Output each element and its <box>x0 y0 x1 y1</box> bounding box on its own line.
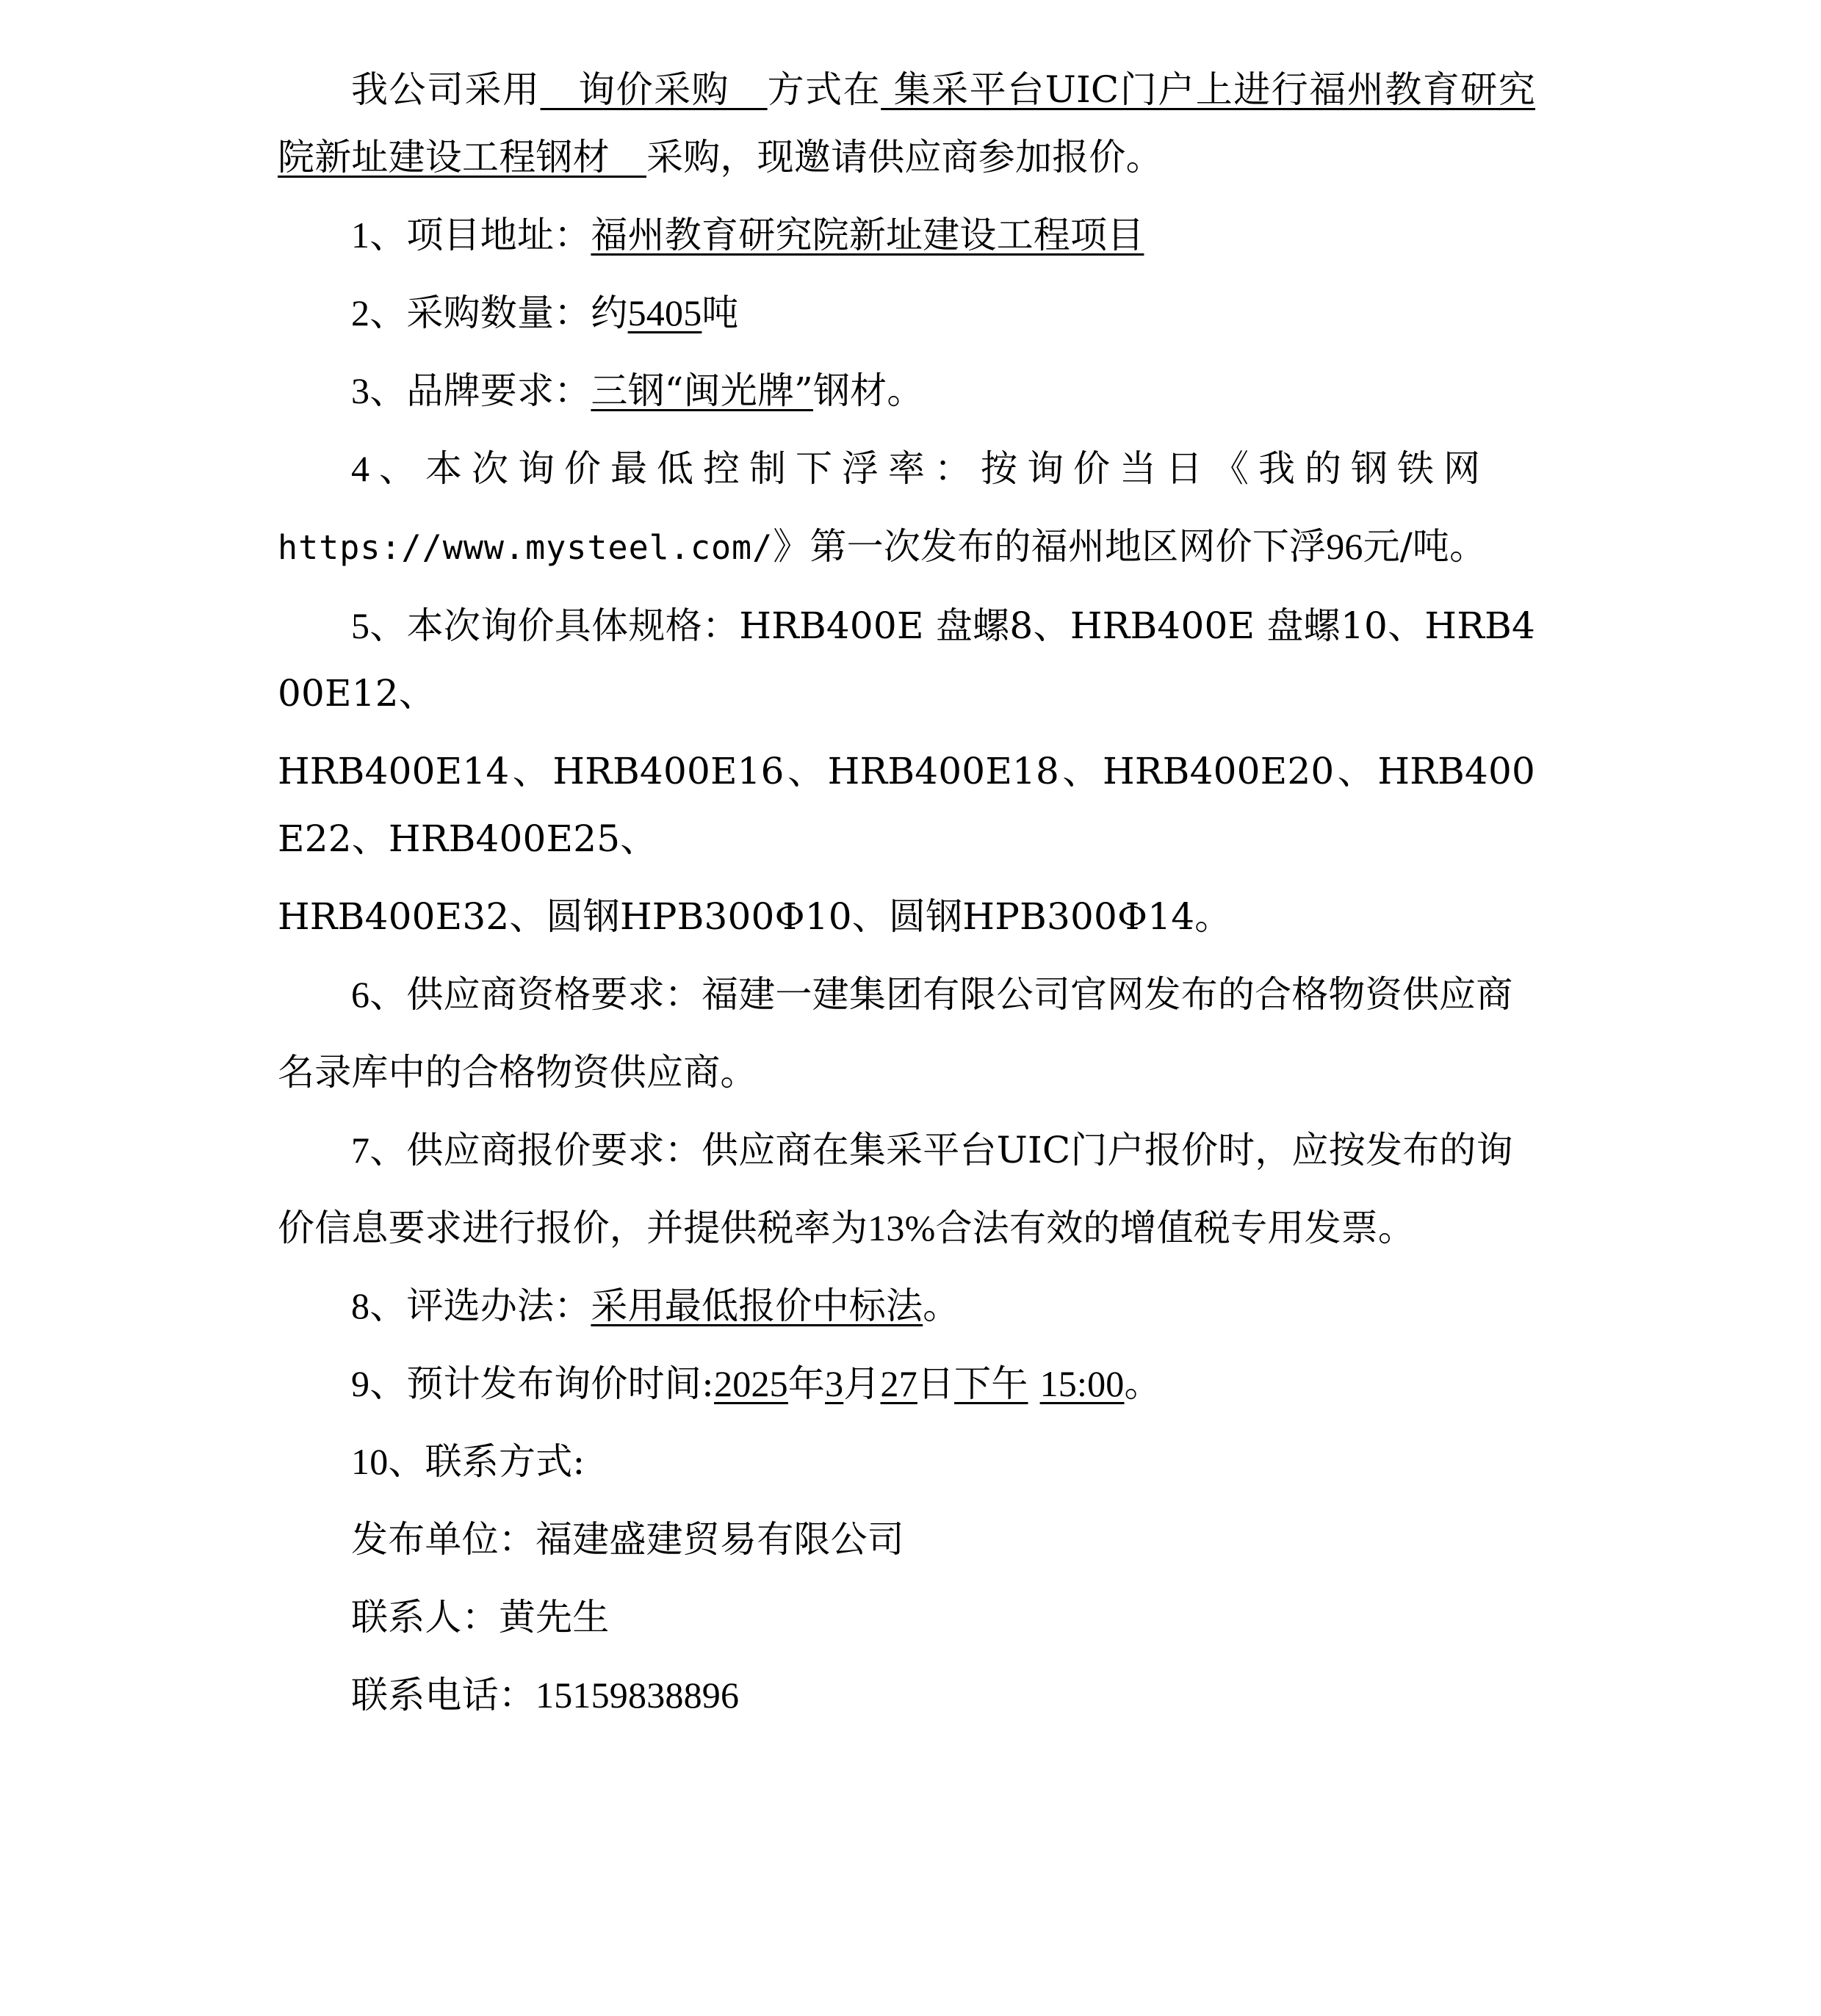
item-10-number: 10、 <box>351 1441 425 1482</box>
intro-lead-2: 方式在 <box>767 68 881 111</box>
item-2-prefix: 约 <box>591 292 628 334</box>
item-10-contact-heading <box>278 1428 1535 1495</box>
item-4-number: 4、 <box>351 448 425 489</box>
item-8-evaluation-method <box>278 1272 1535 1340</box>
contact-person-value: 黄先生 <box>498 1596 610 1639</box>
item-9-number: 9、 <box>351 1363 407 1404</box>
intro-lead-1: 我公司采用 <box>351 68 541 111</box>
item-2-quantity <box>278 279 1535 347</box>
item-6-label: 供应商资格要求： <box>406 973 702 1016</box>
item-4-line2-tail: 》第一次发布的福州地区网价下浮 <box>773 525 1327 568</box>
item-9-year: 2025 <box>714 1363 788 1404</box>
item-3-brand-requirement <box>278 357 1535 424</box>
item-8-suffix: 。 <box>923 1285 960 1327</box>
item-2-value: 5405 <box>627 292 702 333</box>
item-5-specs-line1: HRB400E 盘螺8、HRB400E 盘螺10、HRB400E12、 <box>278 604 1535 715</box>
contact-issuer <box>278 1506 1535 1573</box>
item-5-specifications-line2 <box>278 737 1535 872</box>
item-7-quotation-requirement-line1 <box>278 1116 1535 1184</box>
contact-phone-value: 15159838896 <box>536 1674 740 1716</box>
item-8-number: 8、 <box>351 1285 407 1326</box>
platform-blank-line1: 集采平台UIC门户上进行福州教育研究 <box>881 68 1536 111</box>
item-8-label: 评选办法： <box>406 1285 591 1327</box>
item-1-label: 项目地址： <box>406 214 591 256</box>
item-4-discount-amount: 96 <box>1326 526 1363 567</box>
item-7-number: 7、 <box>351 1130 407 1171</box>
item-1-value: 福州教育研究院新址建设工程项目 <box>591 214 1144 256</box>
intro-paragraph <box>278 56 1535 191</box>
item-4-line1-tail: 按询价当日《我的钢铁网 <box>981 447 1490 490</box>
item-3-suffix: 钢材。 <box>812 369 924 412</box>
item-7-tax-rate: 13% <box>868 1207 936 1249</box>
item-4-discount-line1 <box>278 435 1535 502</box>
item-9-time: 15:00 <box>1039 1363 1125 1404</box>
platform-blank-line2: 院新址建设工程钢材 <box>278 136 646 178</box>
item-10-label: 联系方式: <box>425 1440 585 1483</box>
item-9-day: 27 <box>880 1363 917 1404</box>
item-5-specs-line3: HRB400E32、圆钢HPB300Φ10、圆钢HPB300Φ14。 <box>278 895 1232 938</box>
item-9-day-unit: 日 <box>917 1362 955 1405</box>
contact-phone-label: 联系电话： <box>351 1674 536 1716</box>
item-4-label: 本次询价最低控制下浮率： <box>425 447 981 490</box>
item-6-line2: 名录库中的合格物资供应商。 <box>278 1051 757 1094</box>
item-1-project-address <box>278 201 1535 269</box>
item-3-number: 3、 <box>351 370 407 411</box>
item-9-month-unit: 月 <box>843 1362 881 1405</box>
item-3-value: 三钢“闽光牌” <box>591 369 813 412</box>
document-text-block <box>278 56 1535 1729</box>
item-9-label: 预计发布询价时间: <box>406 1362 715 1405</box>
contact-phone <box>278 1661 1535 1729</box>
item-2-unit: 吨 <box>702 292 739 334</box>
contact-person <box>278 1583 1535 1651</box>
item-5-number: 5、 <box>351 605 407 646</box>
item-7-line2-a: 价信息要求进行报价，并提供税率为 <box>278 1207 868 1249</box>
item-6-line1: 福建一建集团有限公司官网发布的合格物资供应商 <box>702 973 1513 1016</box>
item-7-quotation-requirement-line2 <box>278 1194 1535 1262</box>
item-6-number: 6、 <box>351 974 407 1015</box>
item-9-period: 下午 <box>954 1362 1028 1405</box>
item-7-label: 供应商报价要求： <box>406 1129 702 1171</box>
item-7-line1: 供应商在集采平台UIC门户报价时，应按发布的询 <box>702 1129 1513 1171</box>
item-4-discount-line2 <box>278 513 1535 582</box>
item-1-number: 1、 <box>351 214 407 256</box>
item-9-month: 3 <box>825 1363 844 1404</box>
procurement-method-blank: 询价采购 <box>540 68 768 111</box>
item-4-unit: 元/吨。 <box>1363 525 1487 568</box>
contact-issuer-value: 福建盛建贸易有限公司 <box>536 1518 904 1561</box>
contact-person-label: 联系人： <box>351 1596 499 1639</box>
item-8-value: 采用最低报价中标法 <box>591 1285 923 1327</box>
item-2-label: 采购数量： <box>406 292 591 334</box>
mysteel-url: https://www.mysteel.com/ <box>278 528 774 567</box>
item-5-specifications-line3 <box>278 883 1535 950</box>
item-9-suffix: 。 <box>1124 1362 1161 1405</box>
intro-lead-3: 采购，现邀请供应商参加报价。 <box>646 136 1163 178</box>
item-5-specifications-line1 <box>278 592 1535 727</box>
item-5-label: 本次询价具体规格： <box>406 604 740 647</box>
contact-issuer-label: 发布单位： <box>351 1518 536 1561</box>
item-7-line2-b: 合法有效的增值税专用发票。 <box>935 1207 1416 1249</box>
item-9-space <box>1028 1362 1040 1405</box>
item-5-specs-line2: HRB400E14、HRB400E16、HRB400E18、HRB400E20、HRB400E22、HRB400E25、 <box>278 750 1535 860</box>
item-9-year-unit: 年 <box>787 1362 826 1405</box>
item-9-release-time <box>278 1350 1535 1417</box>
item-2-number: 2、 <box>351 292 407 333</box>
item-3-label: 品牌要求： <box>406 369 591 412</box>
item-6-supplier-qualification-line1 <box>278 961 1535 1028</box>
item-6-supplier-qualification-line2 <box>278 1038 1535 1106</box>
